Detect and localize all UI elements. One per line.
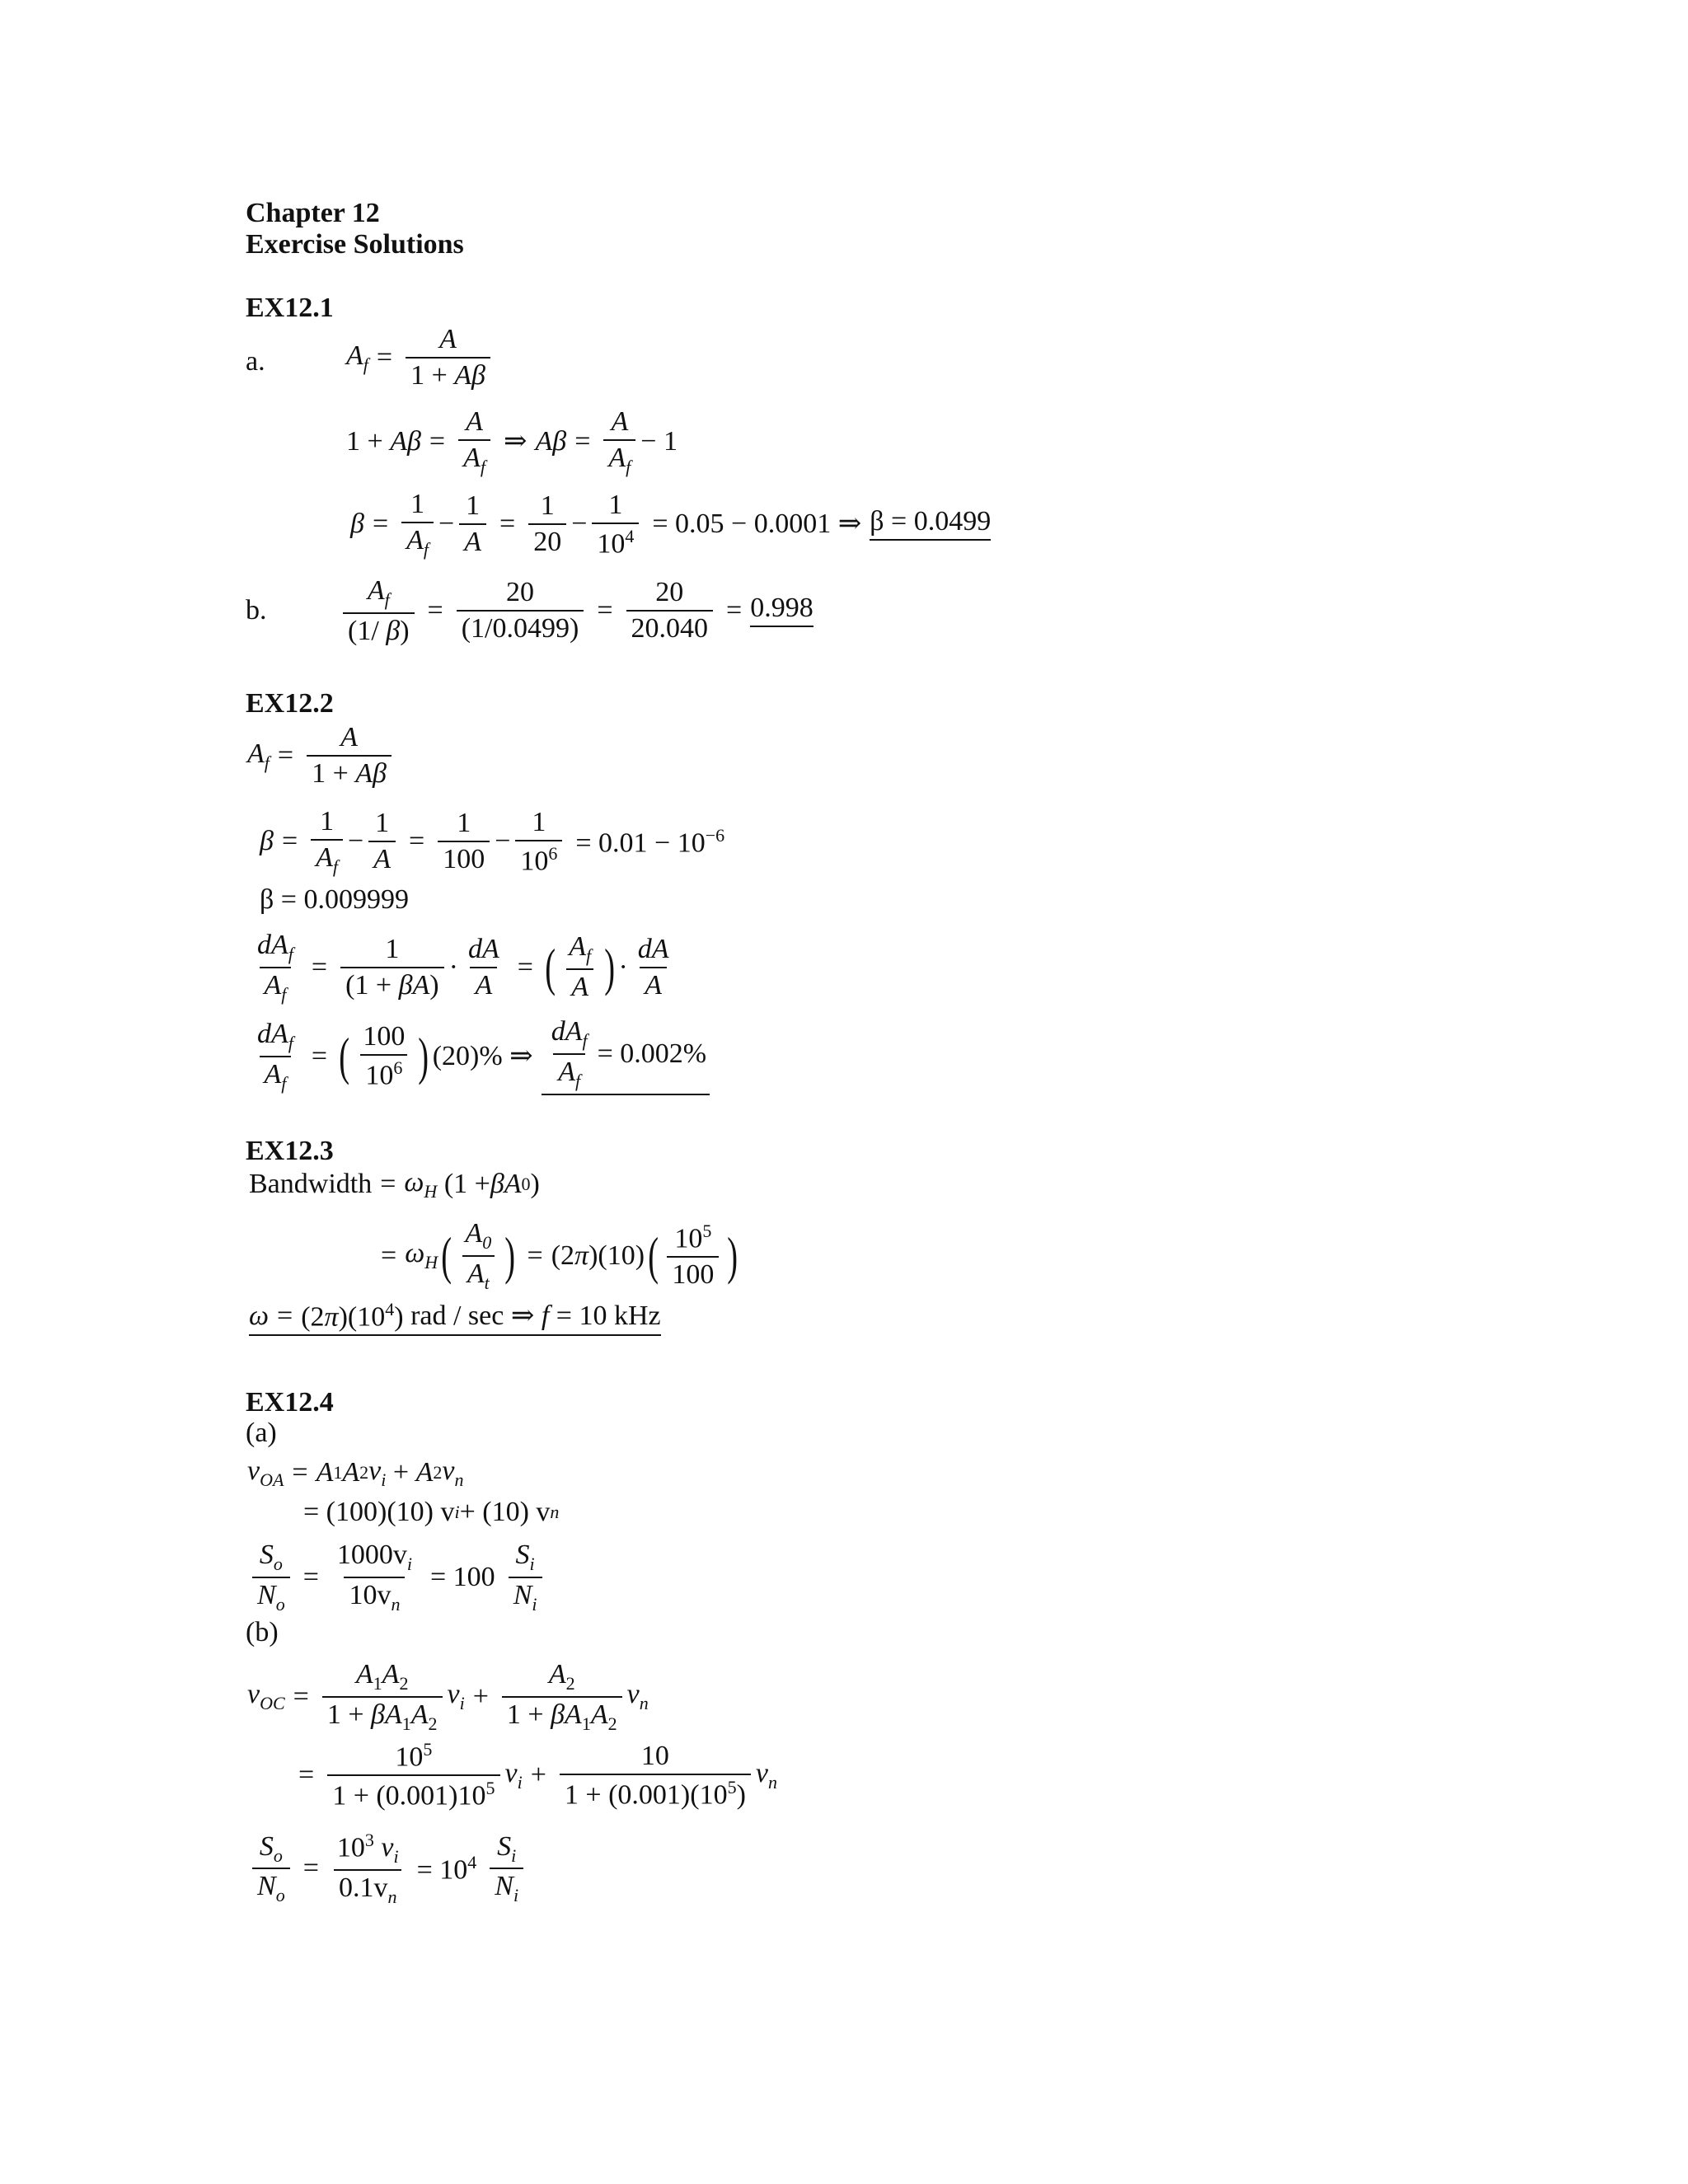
section-title-ex12-4: EX12.4 — [246, 1387, 334, 1418]
equation-sensitivity-result: $\frac{dA_f}{A_f}$ = ( $\frac{100}{10^6}$ ) (20)% ⇒ $\frac{dA_f}{A_f}$ = 0.002% — [247, 1018, 710, 1095]
equation-voa-values: = (100)(10) v i + (10) v n — [303, 1497, 560, 1527]
equation-af-definition-2: $A_f$ = $\frac{A}{1 + A\beta}$ — [247, 724, 396, 788]
part-label-b: b. — [246, 595, 267, 626]
part-label-b-ex12-4: (b) — [246, 1617, 279, 1647]
equation-voc: $v_{OC}$ = $\frac{A_1A_2}{1 + \beta A_1A_2}$ $v_i$ + $\frac{A_2}{1 + \beta A_1A_2}$ $v_n$ — [247, 1659, 649, 1734]
section-title-ex12-3: EX12.3 — [246, 1136, 334, 1166]
equation-beta-ex12-2: β = $\frac{1}{A_f}$ − $\frac{1}{A}$ = $\frac{1}{100}$ − $\frac{1}{10^6}$ = $0.01 - 10^{-6}$ — [260, 806, 725, 877]
chapter-subtitle: Exercise Solutions — [246, 229, 464, 260]
equation-frequency-result: ω = $(2\pi)(10^4)$ rad / sec ⇒ f = 10 kHz — [249, 1301, 661, 1336]
equation-beta-value: β = 0.009999 — [260, 884, 409, 915]
equation-af-definition: $A_f$ = $\frac{A}{1 + A\beta}$ — [346, 326, 495, 390]
equation-snr-b: $\frac{S_o}{N_o}$ = $\frac{10^3 v_i}{0.1v_n}$ = $10^4$ $\frac{S_i}{N_i}$ — [247, 1831, 528, 1906]
part-label-a: a. — [246, 346, 265, 377]
ratio-result: 0.998 — [750, 594, 814, 627]
equation-voc-values: = $\frac{10^5}{1 + (0.001)10^5}$ $v_i$ + $\frac{10}{1 + (0.001)(10^5)}$ $v_n$ — [298, 1739, 777, 1811]
equation-sensitivity: $\frac{dA_f}{A_f}$ = $\frac{1}{(1 + \beta A)}$ · $\frac{dA}{A}$ = ( $\frac{A_f}{A}$ ) · $\frac{dA}{A}$ — [257, 930, 669, 1005]
equation-abeta: 1 + Aβ = $\frac{A}{A_f}$ ⇒ Aβ = $\frac{A}{A_f}$ − 1 — [346, 406, 678, 477]
equation-omega-h: = $\omega_H$ ( $\frac{A_0}{A_t}$ ) = (2π) (10) ( $\frac{10^5}{100}$ ) — [381, 1218, 738, 1293]
beta-result: β = 0.0499 — [870, 508, 991, 541]
section-title-ex12-1: EX12.1 — [246, 293, 334, 323]
chapter-title: Chapter 12 — [246, 198, 380, 228]
sensitivity-result: $\frac{dA_f}{A_f}$ = 0.002% — [542, 1018, 710, 1095]
equation-snr-a: $\frac{S_o}{N_o}$ = $\frac{1000v_i}{10v_n}$ = 100 $\frac{S_i}{N_i}$ — [247, 1541, 547, 1614]
equation-bandwidth: Bandwidth = $\omega_H$ (1 + βA 0 ) — [249, 1167, 540, 1202]
section-title-ex12-2: EX12.2 — [246, 688, 334, 719]
part-label-a-ex12-4: (a) — [246, 1418, 277, 1448]
equation-beta-ex12-1: β = $\frac{1}{A_f}$ − $\frac{1}{A}$ = $\frac{1}{20}$ − $\frac{1}{10^4}$ = 0.05 − 0.0001 ⇒ β = 0.0499 — [350, 489, 992, 560]
equation-ratio-ex12-1: $\frac{A_f}{(1/ \beta)}$ = $\frac{20}{(1/0.0499)}$ = $\frac{20}{20.040}$ = 0.998 — [338, 577, 814, 645]
equation-voa: $v_{OA}$ = A 1 A 2 $v_i$ + A 2 $v_n$ — [247, 1455, 464, 1490]
